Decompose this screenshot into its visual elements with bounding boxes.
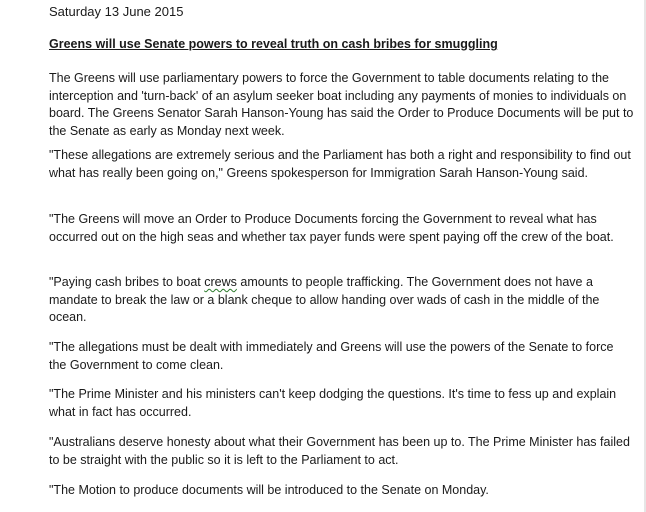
paragraph-text: "The Motion to produce documents will be introduced to the Senate on Monday.	[49, 483, 489, 497]
paragraph-8	[49, 482, 634, 500]
grammar-flagged-word[interactable]: crews	[204, 275, 237, 289]
paragraph-1	[49, 70, 634, 140]
paragraph-text: amounts to people trafficking. The Government does not have a mandate to break the law or a blank cheque to allow handing over wads of cash in the middle of the ocean.	[49, 275, 600, 324]
paragraph-6	[49, 386, 634, 421]
press-release-headline: Greens will use Senate powers to reveal truth on cash bribes for smuggling	[49, 37, 498, 51]
paragraph-text: "The Greens will move an Order to Produce Documents forcing the Government to reveal what has occurred out on the high seas and whether tax payer funds were spent paying off the crew of the boat.	[49, 212, 614, 244]
paragraph-3	[49, 211, 634, 246]
paragraph-text: The Greens will use parliamentary powers to force the Government to table documents relating to the interception and 'turn-back' of an asylum seeker boat including any payments of monies to individuals on board. The Greens Senator Sarah Hanson-Young has said the Order to Produce Documents will be put to the Senate as early as Monday next week.	[49, 71, 634, 138]
paragraph-text: "These allegations are extremely serious and the Parliament has both a right and responsibility to find out what has really been going on," Greens spokesperson for Immigration Sarah Hanson-Young said.	[49, 148, 631, 180]
paragraph-4	[49, 274, 634, 327]
press-release-date: Saturday 13 June 2015	[49, 4, 184, 19]
paragraph-text: "Australians deserve honesty about what their Government has been up to. The Prime Minister has failed to be straight with the public so it is left to the Parliament to act.	[49, 435, 630, 467]
paragraph-text: "The allegations must be dealt with immediately and Greens will use the powers of the Senate to force the Government to come clean.	[49, 340, 614, 372]
paragraph-text: "Paying cash bribes to boat	[49, 275, 205, 289]
paragraph-2	[49, 147, 634, 182]
paragraph-5	[49, 339, 634, 374]
paragraph-7	[49, 434, 634, 469]
paragraph-text: "The Prime Minister and his ministers can't keep dodging the questions. It's time to fess up and explain what in fact has occurred.	[49, 387, 617, 419]
